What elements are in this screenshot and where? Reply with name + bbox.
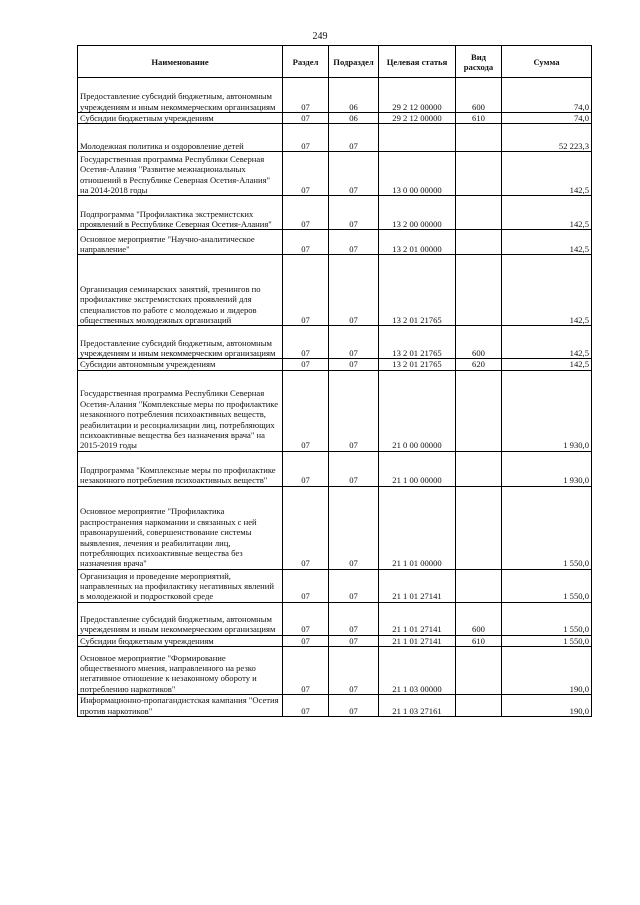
row-amount: 190,0 <box>502 647 592 695</box>
row-target: 13 0 00 00000 <box>379 152 456 196</box>
row-section: 07 <box>283 602 329 635</box>
row-amount: 142,5 <box>502 152 592 196</box>
row-section: 07 <box>283 370 329 451</box>
row-name: Информационно-пропагандистская кампания "Осетия против наркотиков" <box>78 695 283 717</box>
row-amount: 1 550,0 <box>502 635 592 646</box>
row-section: 07 <box>283 359 329 370</box>
row-section: 07 <box>283 124 329 152</box>
row-target: 21 1 01 00000 <box>379 486 456 569</box>
row-subsection: 07 <box>329 326 379 359</box>
header-target: Целевая статья <box>379 46 456 78</box>
row-subsection: 07 <box>329 124 379 152</box>
row-amount: 142,5 <box>502 230 592 255</box>
row-section: 07 <box>283 569 329 602</box>
table-row <box>78 152 592 196</box>
row-name: Основное мероприятие "Формирование общественного мнения, направленного на резко негативное отношение к незаконному обороту и потреблению наркотиков" <box>78 647 283 695</box>
row-target <box>379 124 456 152</box>
row-target: 21 1 01 27141 <box>379 569 456 602</box>
row-subsection: 07 <box>329 602 379 635</box>
row-amount: 74,0 <box>502 78 592 113</box>
row-subsection: 07 <box>329 196 379 230</box>
row-subsection: 07 <box>329 359 379 370</box>
table-row <box>78 78 592 113</box>
row-name: Государственная программа Республики Северная Осетия-Алания "Комплексные меры по профилактике незаконного потребления психоактивных веществ, реабилитации и ресоциализации лиц, потребляющих психоактивные вещества без назначения врача" на 2015-2019 годы <box>78 370 283 451</box>
row-section: 07 <box>283 255 329 326</box>
row-amount: 1 930,0 <box>502 370 592 451</box>
row-expense-type <box>456 451 502 486</box>
header-subsection: Подраздел <box>329 46 379 78</box>
row-amount: 142,5 <box>502 359 592 370</box>
header-section: Раздел <box>283 46 329 78</box>
row-name: Субсидии бюджетным учреждениям <box>78 113 283 124</box>
table-row <box>78 647 592 695</box>
row-section: 07 <box>283 113 329 124</box>
row-section: 07 <box>283 152 329 196</box>
row-subsection: 07 <box>329 370 379 451</box>
row-amount: 142,5 <box>502 255 592 326</box>
row-section: 07 <box>283 486 329 569</box>
row-name: Предоставление субсидий бюджетным, автономным учреждениям и иным некоммерческим организациям <box>78 602 283 635</box>
table-row <box>78 255 592 326</box>
row-name: Основное мероприятие "Профилактика распространения наркомании и связанных с ней правонарушений, совершенствование системы выявления, лечения и реабилитации лиц, потребляющих психоактивные вещества без назначения врача" <box>78 486 283 569</box>
row-expense-type <box>456 124 502 152</box>
budget-table <box>77 45 592 717</box>
row-section: 07 <box>283 451 329 486</box>
header-amount: Сумма <box>502 46 592 78</box>
row-subsection: 06 <box>329 78 379 113</box>
row-expense-type: 600 <box>456 326 502 359</box>
row-name: Субсидии автономным учреждениям <box>78 359 283 370</box>
row-subsection: 07 <box>329 635 379 646</box>
row-name: Предоставление субсидий бюджетным, автономным учреждениям и иным некоммерческим организациям <box>78 78 283 113</box>
row-name: Субсидии бюджетным учреждениям <box>78 635 283 646</box>
row-expense-type <box>456 695 502 717</box>
table-row <box>78 695 592 717</box>
row-target: 13 2 00 00000 <box>379 196 456 230</box>
row-target: 13 2 01 21765 <box>379 326 456 359</box>
row-subsection: 07 <box>329 451 379 486</box>
row-section: 07 <box>283 326 329 359</box>
row-amount: 1 550,0 <box>502 486 592 569</box>
row-target: 21 1 03 27161 <box>379 695 456 717</box>
row-section: 07 <box>283 230 329 255</box>
row-amount: 142,5 <box>502 196 592 230</box>
row-target: 13 2 01 21765 <box>379 255 456 326</box>
table-body <box>78 78 592 717</box>
row-subsection: 07 <box>329 569 379 602</box>
row-name: Организация семинарских занятий, тренингов по профилактике экстремистских проявлений для специалистов по работе с молодежью и лидеров общественных молодежных организаций <box>78 255 283 326</box>
row-expense-type: 600 <box>456 602 502 635</box>
page-number: 249 <box>312 31 328 42</box>
row-target: 21 1 03 00000 <box>379 647 456 695</box>
table-row <box>78 326 592 359</box>
row-subsection: 07 <box>329 695 379 717</box>
header-expense-type: Вид расхода <box>456 46 502 78</box>
row-amount: 1 930,0 <box>502 451 592 486</box>
table-row <box>78 370 592 451</box>
row-target: 21 1 01 27141 <box>379 635 456 646</box>
row-expense-type: 610 <box>456 113 502 124</box>
row-subsection: 07 <box>329 647 379 695</box>
row-expense-type <box>456 370 502 451</box>
row-target: 29 2 12 00000 <box>379 113 456 124</box>
row-subsection: 07 <box>329 255 379 326</box>
row-amount: 190,0 <box>502 695 592 717</box>
row-expense-type: 610 <box>456 635 502 646</box>
row-expense-type <box>456 647 502 695</box>
row-subsection: 07 <box>329 230 379 255</box>
table-row <box>78 451 592 486</box>
row-amount: 1 550,0 <box>502 569 592 602</box>
row-name: Подпрограмма "Комплексные меры по профилактике незаконного потребления психоактивных веществ" <box>78 451 283 486</box>
row-expense-type <box>456 569 502 602</box>
row-name: Организация и проведение мероприятий, направленных на профилактику негативных явлений в молодежной и подростковой среде <box>78 569 283 602</box>
row-section: 07 <box>283 647 329 695</box>
row-amount: 142,5 <box>502 326 592 359</box>
row-amount: 74,0 <box>502 113 592 124</box>
row-name: Предоставление субсидий бюджетным, автономным учреждениям и иным некоммерческим организациям <box>78 326 283 359</box>
table-header-row <box>78 46 592 78</box>
table-row <box>78 124 592 152</box>
table-row <box>78 359 592 370</box>
row-target: 21 1 01 27141 <box>379 602 456 635</box>
row-name: Основное мероприятие "Научно-аналитическое направление" <box>78 230 283 255</box>
row-target: 21 0 00 00000 <box>379 370 456 451</box>
row-name: Государственная программа Республики Северная Осетия-Алания "Развитие межнациональных отношений в Республике Северная Осетия-Алания" на 2014-2018 годы <box>78 152 283 196</box>
row-expense-type: 620 <box>456 359 502 370</box>
table-row <box>78 602 592 635</box>
table-row <box>78 230 592 255</box>
row-expense-type <box>456 486 502 569</box>
row-amount: 52 223,3 <box>502 124 592 152</box>
row-expense-type <box>456 152 502 196</box>
table-row <box>78 569 592 602</box>
row-target: 13 2 01 21765 <box>379 359 456 370</box>
row-subsection: 07 <box>329 486 379 569</box>
header-name: Наименование <box>78 46 283 78</box>
row-section: 07 <box>283 196 329 230</box>
table-row <box>78 635 592 646</box>
row-amount: 1 550,0 <box>502 602 592 635</box>
row-section: 07 <box>283 635 329 646</box>
row-name: Подпрограмма "Профилактика экстремистских проявлений в Республике Северная Осетия-Алания" <box>78 196 283 230</box>
row-expense-type <box>456 230 502 255</box>
row-subsection: 06 <box>329 113 379 124</box>
row-target: 29 2 12 00000 <box>379 78 456 113</box>
row-name: Молодежная политика и оздоровление детей <box>78 124 283 152</box>
row-expense-type: 600 <box>456 78 502 113</box>
row-expense-type <box>456 196 502 230</box>
table-row <box>78 113 592 124</box>
row-section: 07 <box>283 695 329 717</box>
table-row <box>78 196 592 230</box>
row-expense-type <box>456 255 502 326</box>
row-section: 07 <box>283 78 329 113</box>
table-row <box>78 486 592 569</box>
row-target: 13 2 01 00000 <box>379 230 456 255</box>
row-subsection: 07 <box>329 152 379 196</box>
row-target: 21 1 00 00000 <box>379 451 456 486</box>
